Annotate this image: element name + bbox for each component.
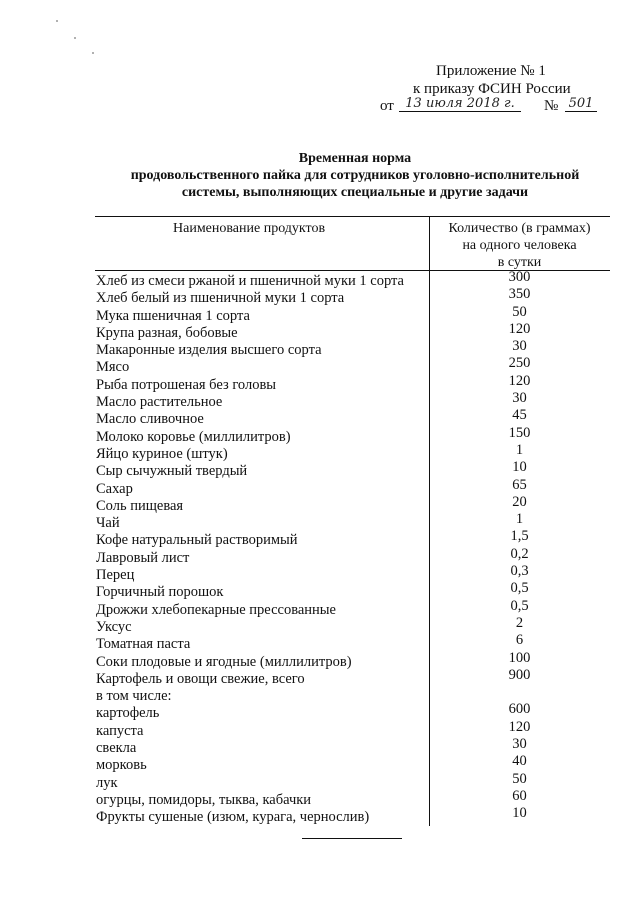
handwritten-date: 13 июля 2018 г. [399, 96, 521, 112]
product-quantity: 1 [515, 511, 524, 528]
product-quantity: 100 [508, 649, 531, 666]
product-name: Лавровый лист [96, 549, 190, 566]
appendix-from-label: от [380, 98, 394, 114]
handwritten-number: 501 [565, 96, 597, 112]
product-quantity: 50 [512, 770, 527, 787]
product-quantity: 50 [512, 303, 527, 320]
product-quantity: 60 [512, 787, 527, 804]
product-quantity: 2 [515, 614, 524, 631]
product-name: Масло сливочное [96, 411, 204, 428]
header-products: Наименование продуктов [173, 221, 326, 236]
product-quantity: 40 [512, 753, 527, 770]
product-name: Горчичный порошок [96, 584, 224, 601]
product-quantity: 45 [512, 407, 527, 424]
product-quantity: 120 [508, 718, 531, 735]
product-name: Чай [96, 515, 120, 532]
document-title [0, 150, 640, 201]
title-line-1: Временная норма [298, 151, 412, 166]
product-quantity: 30 [512, 338, 527, 355]
product-name: Уксус [96, 618, 132, 635]
header-quantity-line-2: на одного человека [462, 238, 577, 253]
product-name: Соки плодовые и ягодные (миллилитров) [96, 653, 352, 670]
product-name: в том числе: [96, 688, 172, 705]
title-line-2: продовольственного пайка для сотрудников уголовно-исполнительной [130, 168, 580, 183]
product-name: Хлеб из смеси ржаной и пшеничной муки 1 сорта [96, 273, 404, 289]
product-name: капуста [96, 722, 144, 739]
product-name: морковь [96, 757, 147, 774]
title-line-3: системы, выполняющих специальные и другие задачи [181, 185, 529, 200]
product-name: Томатная паста [96, 636, 191, 653]
product-name: Макаронные изделия высшего сорта [96, 342, 322, 359]
table-row [95, 805, 610, 826]
product-name: картофель [96, 705, 160, 722]
product-name: Масло растительное [96, 394, 223, 411]
product-name: Крупа разная, бобовые [96, 324, 238, 341]
product-name: Перец [96, 567, 135, 584]
product-name: Сахар [96, 480, 133, 497]
product-quantity: 30 [512, 390, 527, 407]
product-quantity: 120 [508, 320, 531, 337]
table-top-rule [95, 216, 610, 217]
product-name: огурцы, помидоры, тыква, кабачки [96, 791, 312, 808]
appendix-header [0, 0, 640, 130]
product-name: Мясо [96, 359, 130, 376]
product-quantity: 6 [515, 632, 524, 649]
header-quantity-line-1: Количество (в граммах) [448, 221, 591, 236]
appendix-order-ref: к приказу ФСИН России [413, 81, 571, 97]
product-name: Мука пшеничная 1 сорта [96, 307, 250, 324]
product-quantity: 10 [512, 805, 527, 822]
product-name: Хлеб белый из пшеничной муки 1 сорта [96, 290, 345, 307]
header-quantity [429, 220, 610, 271]
product-quantity: 0,3 [510, 563, 529, 580]
product-name: Сыр сычужный твердый [96, 463, 248, 480]
product-name: Соль пищевая [96, 497, 184, 514]
product-quantity: 600 [508, 701, 531, 718]
product-quantity: 0,2 [510, 545, 529, 562]
product-quantity: 120 [508, 372, 531, 389]
header-quantity-line-3: в сутки [497, 255, 542, 270]
product-name: Дрожжи хлебопекарные прессованные [96, 601, 336, 618]
appendix-number-label: № [544, 98, 559, 114]
table-body [95, 269, 610, 826]
product-name: свекла [96, 740, 137, 757]
product-quantity: 250 [508, 355, 531, 372]
product-quantity: 900 [508, 666, 531, 683]
product-quantity: 350 [508, 286, 531, 303]
product-quantity: 0,5 [510, 580, 529, 597]
product-name: лук [96, 774, 118, 791]
product-name: Молоко коровье (миллилитров) [96, 428, 291, 445]
product-name: Яйцо куриное (штук) [96, 445, 228, 462]
closing-rule [302, 838, 402, 839]
appendix-title: Приложение № 1 [436, 63, 546, 79]
product-name: Кофе натуральный растворимый [96, 532, 298, 549]
product-quantity: 10 [512, 459, 527, 476]
product-quantity: 65 [512, 476, 527, 493]
product-quantity: 20 [512, 493, 527, 510]
product-name: Рыба потрошеная без головы [96, 376, 277, 393]
product-quantity: 30 [512, 736, 527, 753]
table-row [95, 666, 610, 687]
product-name: Картофель и овощи свежие, всего [96, 670, 305, 687]
product-quantity: 0,5 [510, 597, 529, 614]
product-name: Фрукты сушеные (изюм, курага, чернослив) [96, 809, 370, 826]
product-quantity: 1,5 [510, 528, 529, 545]
product-quantity: 150 [508, 424, 531, 441]
product-quantity: 1 [515, 441, 524, 458]
product-quantity: 300 [508, 269, 531, 285]
